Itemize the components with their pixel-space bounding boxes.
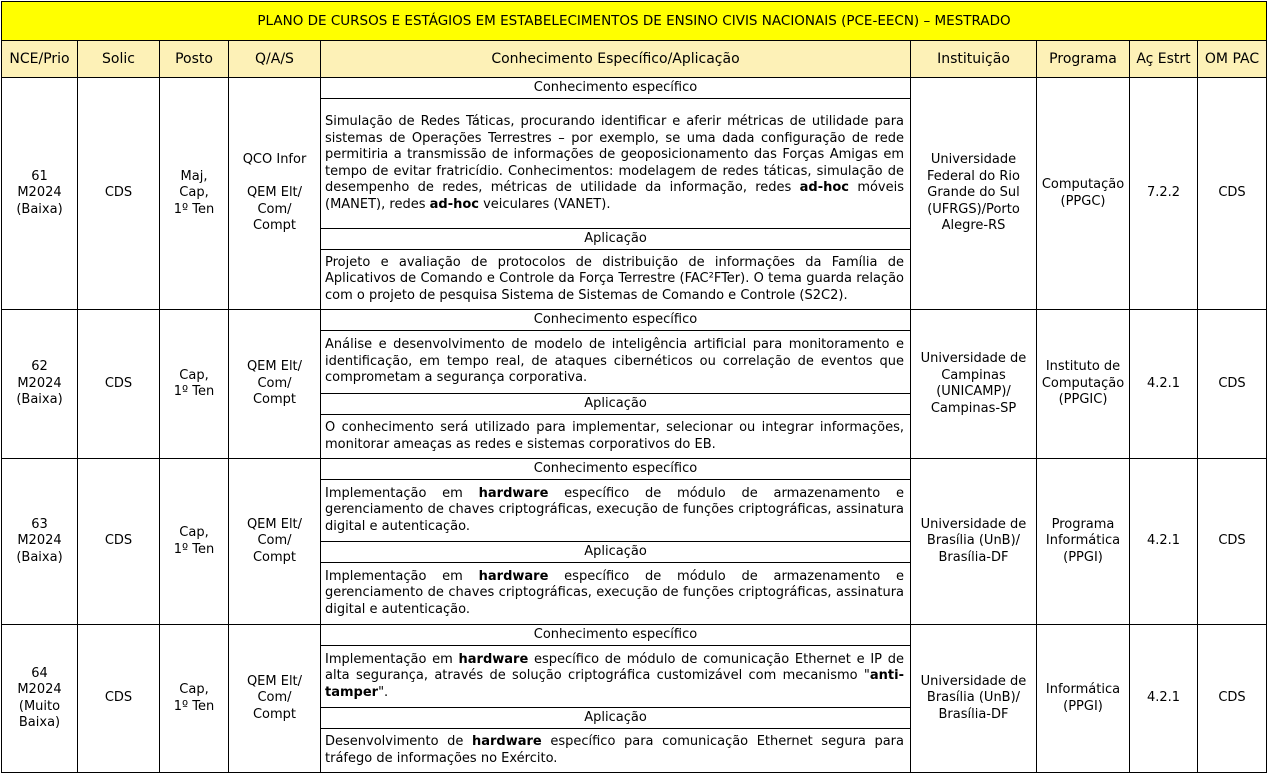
qas-cell — [229, 625, 321, 773]
instituicao-cell-line: Brasília-DF — [938, 549, 1009, 565]
posto-cell — [160, 78, 229, 310]
programa-cell-line: Instituto de — [1045, 359, 1121, 375]
table-body — [2, 78, 1267, 773]
header-qas: Q/A/S — [229, 41, 321, 78]
highlighted-term: hardware — [458, 651, 529, 667]
posto-cell-line: Cap, — [179, 682, 209, 697]
conhecimento-text — [321, 480, 911, 542]
nce-prio-cell-line: (Baixa) — [16, 549, 63, 565]
conhecimento-label: Conhecimento específico — [321, 78, 911, 99]
highlighted-term: anti-tamper — [325, 668, 904, 700]
qas-cell-line: Compt — [252, 549, 297, 565]
instituicao-cell-line: Campinas-SP — [930, 400, 1017, 416]
text-segment: Implementação em — [325, 485, 479, 501]
aplicacao-text — [321, 415, 911, 459]
instituicao-cell — [911, 459, 1037, 625]
qas-cell-line: QEM Elt/ — [246, 516, 303, 532]
posto-cell — [160, 625, 229, 773]
header-nce: NCE/Prio — [2, 41, 78, 78]
nce-prio-cell-line: (Baixa) — [16, 392, 63, 408]
qas-cell — [229, 78, 321, 310]
instituicao-cell-line: Brasília (UnB)/ — [926, 690, 1021, 706]
qas-cell — [229, 459, 321, 625]
qas-cell-line: Compt — [252, 392, 297, 408]
instituicao-cell — [911, 78, 1037, 310]
om-pac-cell: CDS — [1198, 459, 1267, 625]
programa-cell-line: Informática — [1045, 682, 1121, 697]
programa-cell-line: (PPGI) — [1063, 549, 1103, 565]
highlighted-term: hardware — [478, 568, 549, 584]
nce-prio-cell-line: 62 — [31, 359, 48, 375]
posto-cell — [160, 459, 229, 625]
table-row — [2, 78, 1267, 99]
text-segment: específico de módulo de comunicação Ethernet e IP de alta segurança, através de solução criptográfica customizável com mecanismo " — [325, 651, 904, 684]
header-ac-estrt: Aç Estrt — [1130, 41, 1198, 78]
aplicacao-label: Aplicação — [321, 229, 911, 250]
programa-cell-line: Programa — [1051, 516, 1115, 532]
pce-eecn-table — [1, 1, 1267, 773]
text-segment: específico para comunicação Ethernet segura para tráfego de informações no Exército. — [325, 734, 904, 766]
om-pac-cell: CDS — [1198, 625, 1267, 773]
instituicao-cell-line: Federal do Rio — [926, 168, 1020, 184]
programa-cell-line: Computação — [1041, 177, 1125, 192]
programa-cell-line: (PPGC) — [1060, 193, 1106, 209]
instituicao-cell-line: Alegre-RS — [941, 218, 1006, 234]
text-segment: específico de módulo de armazenamento e gerenciamento de chaves criptográficas, execução de funções criptográficas, assinatura digital e autenticação. — [325, 485, 904, 534]
programa-cell — [1037, 459, 1130, 625]
header-om-pac: OM PAC — [1198, 41, 1267, 78]
nce-prio-cell-line: Baixa) — [18, 715, 61, 730]
posto-cell-line: 1º Ten — [173, 698, 215, 714]
conhecimento-label: Conhecimento específico — [321, 459, 911, 480]
instituicao-cell-line: Universidade de — [920, 516, 1027, 532]
qas-cell-line: Compt — [252, 218, 297, 234]
posto-cell-line: 1º Ten — [173, 541, 215, 557]
ac-estrt-cell: 4.2.1 — [1130, 310, 1198, 459]
header-instituicao: Instituição — [911, 41, 1037, 78]
aplicacao-label: Aplicação — [321, 708, 911, 729]
ac-estrt-cell: 4.2.1 — [1130, 459, 1198, 625]
table-title: PLANO DE CURSOS E ESTÁGIOS EM ESTABELECIMENTOS DE ENSINO CIVIS NACIONAIS (PCE-EECN) – MESTRADO — [2, 2, 1267, 41]
solic-cell: CDS — [78, 459, 160, 625]
solic-cell: CDS — [78, 625, 160, 773]
qas-cell-line: Com/ — [257, 533, 292, 549]
nce-prio-cell-line: 63 — [31, 516, 48, 532]
nce-prio-cell-line: M2024 — [17, 375, 62, 391]
qas-cell-line: QEM Elt/ — [246, 185, 303, 201]
posto-cell-line: Cap, — [179, 367, 209, 383]
programa-cell-line: Informática — [1045, 533, 1121, 549]
header-programa: Programa — [1037, 41, 1130, 78]
text-segment: O conhecimento será utilizado para implementar, selecionar ou integrar informações, monitorar ameaças as redes e sistemas corporativos do EB. — [325, 420, 904, 452]
instituicao-cell-line: Brasília-DF — [938, 706, 1009, 722]
nce-prio-cell — [2, 625, 78, 773]
nce-prio-cell — [2, 459, 78, 625]
instituicao-cell-line: Universidade de — [920, 351, 1027, 366]
aplicacao-text — [321, 563, 911, 625]
nce-prio-cell-line: (Baixa) — [16, 201, 63, 217]
table-row — [2, 625, 1267, 646]
programa-cell-line: (PPGIC) — [1058, 392, 1108, 408]
aplicacao-text — [321, 250, 911, 310]
qas-cell-line: QEM Elt/ — [246, 673, 303, 689]
nce-prio-cell — [2, 310, 78, 459]
posto-cell-line: Cap, — [179, 185, 209, 201]
programa-cell-line: (PPGI) — [1063, 698, 1103, 714]
nce-prio-cell-line: (Muito — [18, 698, 61, 714]
conhecimento-label: Conhecimento específico — [321, 310, 911, 331]
instituicao-cell-line: Brasília (UnB)/ — [926, 533, 1021, 549]
instituicao-cell — [911, 310, 1037, 459]
text-segment: Projeto e avaliação de protocolos de distribuição de informações da Família de Aplicativos de Comando e Controle da Força Terrestre (FAC²FTer). O tema guarda relação com o projeto de pesquisa Sistema de Sistemas de Comando e Controle (S2C2). — [325, 254, 904, 303]
ac-estrt-cell: 7.2.2 — [1130, 78, 1198, 310]
instituicao-cell-line: Grande do Sul — [927, 185, 1020, 201]
highlighted-term: ad-hoc — [429, 196, 479, 212]
text-segment: Implementação em — [325, 651, 459, 667]
instituicao-cell-line: Campinas — [941, 367, 1006, 383]
posto-cell-line: Cap, — [179, 525, 209, 540]
conhecimento-text — [321, 331, 911, 394]
qas-cell-line: Com/ — [257, 375, 292, 391]
header-posto: Posto — [160, 41, 229, 78]
table-row — [2, 459, 1267, 480]
nce-prio-cell — [2, 78, 78, 310]
om-pac-cell: CDS — [1198, 310, 1267, 459]
text-segment: veiculares (VANET). — [478, 196, 611, 212]
conhecimento-text — [321, 646, 911, 708]
highlighted-term: hardware — [478, 485, 549, 501]
om-pac-cell: CDS — [1198, 78, 1267, 310]
solic-cell: CDS — [78, 310, 160, 459]
highlighted-term: ad-hoc — [799, 180, 850, 195]
text-segment: móveis (MANET), redes — [325, 180, 905, 212]
programa-cell-line: Computação — [1041, 375, 1125, 391]
qas-cell-line: Com/ — [257, 201, 292, 217]
programa-cell — [1037, 310, 1130, 459]
aplicacao-text — [321, 729, 911, 773]
text-segment: específico de módulo de armazenamento e gerenciamento de chaves criptográficas, execução de funções criptográficas, assinatura digital e autenticação. — [325, 568, 904, 617]
qas-cell — [229, 310, 321, 459]
instituicao-cell-line: Universidade — [930, 152, 1017, 168]
instituicao-cell-line: (UNICAMP)/ — [936, 384, 1011, 399]
text-segment: Implementação em — [325, 568, 479, 584]
instituicao-cell-line: Universidade de — [920, 673, 1027, 689]
programa-cell — [1037, 625, 1130, 773]
text-segment: Análise e desenvolvimento de modelo de inteligência artificial para monitoramento e identificação, em tempo real, de ataques cibernéticos ou correlação de eventos que comprometam a segurança corporativa. — [325, 337, 904, 386]
text-segment: Desenvolvimento de — [325, 734, 472, 749]
posto-cell — [160, 310, 229, 459]
posto-cell-line: 1º Ten — [173, 201, 215, 217]
qas-cell-line: Com/ — [257, 690, 292, 706]
aplicacao-label: Aplicação — [321, 394, 911, 415]
conhecimento-label: Conhecimento específico — [321, 625, 911, 646]
text-segment: Simulação de Redes Táticas, procurando identificar e aferir métricas de utilidade para sistemas de Operações Terrestres – por exemplo, se uma dada configuração de rede permitiria a transmissão de informações de geoposicionamento das Forças Amigas em tempo de evitar fratricídio. Conhecimentos: modelagem de redes táticas, simulação de desempenho de redes, métricas de utilidade da informação, redes — [325, 114, 904, 195]
ac-estrt-cell: 4.2.1 — [1130, 625, 1198, 773]
qas-cell-line: Compt — [252, 706, 297, 722]
header-solic: Solic — [78, 41, 160, 78]
solic-cell: CDS — [78, 78, 160, 310]
programa-cell — [1037, 78, 1130, 310]
posto-cell-line: 1º Ten — [173, 384, 215, 399]
instituicao-cell-line: (UFRGS)/Porto — [927, 201, 1020, 217]
nce-prio-cell-line: M2024 — [17, 682, 62, 697]
nce-prio-cell-line: M2024 — [17, 185, 62, 201]
nce-prio-cell-line: M2024 — [17, 533, 62, 549]
text-segment: ". — [378, 684, 389, 700]
qas-cell-line: QEM Elt/ — [246, 359, 303, 375]
posto-cell-line: Maj, — [180, 168, 208, 184]
nce-prio-cell-line: 61 — [31, 168, 48, 184]
header-conhecimento: Conhecimento Específico/Aplicação — [321, 41, 911, 78]
qas-cell-line: QCO Infor — [242, 152, 307, 168]
instituicao-cell — [911, 625, 1037, 773]
aplicacao-label: Aplicação — [321, 542, 911, 563]
conhecimento-text — [321, 99, 911, 229]
table-row — [2, 310, 1267, 331]
nce-prio-cell-line: 64 — [31, 665, 48, 681]
highlighted-term: hardware — [471, 734, 542, 749]
